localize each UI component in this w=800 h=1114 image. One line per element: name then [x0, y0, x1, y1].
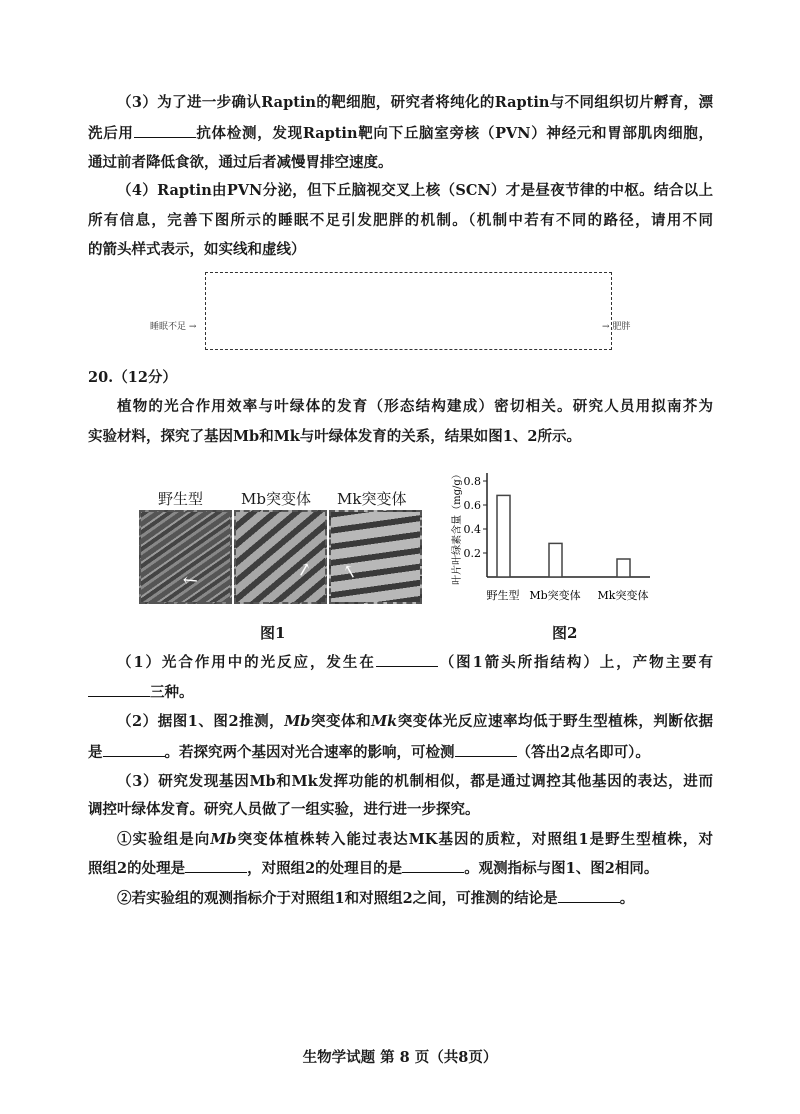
y-tick-label: 0.4: [463, 523, 481, 536]
text-line: [88, 682, 713, 703]
text-segment: 是: [88, 744, 103, 761]
text-segment: 植物的光合作用效率与叶绿体的发育（形态结构建成）密切相关。研究人员用拟南芥为: [117, 398, 713, 415]
flow-start-text: 睡眠不足: [150, 322, 187, 332]
arrow-icon: ↑: [291, 557, 316, 584]
text-line: [88, 800, 713, 820]
text-line: [117, 712, 713, 732]
answer-blank: [402, 858, 464, 873]
question-20-header: 20.（12分）: [88, 369, 177, 386]
chlorophyll-bar-chart: [440, 465, 670, 615]
text-segment: 所有信息，完善下图所示的睡眠不足引发肥胖的机制。（机制中若有不同的路径，请用不同: [88, 212, 713, 229]
text-segment: 照组2的处理是: [88, 860, 186, 877]
text-line: [88, 858, 713, 879]
arrow-icon: ↖: [178, 567, 204, 594]
y-tick-label: 0.8: [463, 475, 481, 488]
text-line: [88, 211, 713, 231]
arrow-icon: →: [188, 322, 197, 332]
x-category-label: 野生型: [486, 589, 520, 602]
text-segment: 调控叶绿体发育。研究人员做了一组实验，进行进一步探究。: [88, 801, 480, 818]
text-segment: 。若探究两个基因对光合速率的影响，可检测: [164, 744, 455, 761]
x-category-label: Mb突变体: [529, 589, 581, 602]
micrograph-mb: [234, 510, 327, 604]
text-segment: 三种。: [150, 684, 194, 701]
y-tick-label: 0.6: [463, 499, 481, 512]
bar: [617, 559, 630, 577]
x-category-label: Mk突变体: [597, 589, 649, 602]
mechanism-diagram-box: [205, 272, 612, 350]
micrograph-mk: [329, 510, 422, 604]
text-segment: 突变体和: [310, 713, 372, 730]
bar: [549, 543, 562, 577]
text-segment: 。观测指标与图1、图2相同。: [464, 860, 659, 877]
text-segment: 的箭头样式表示，如实线和虚线）: [88, 241, 306, 258]
text-line: [117, 397, 713, 417]
gene-name: Mb: [210, 831, 237, 848]
figure-1-caption: 图1: [260, 624, 286, 642]
text-line: [117, 888, 713, 909]
answer-blank: [88, 682, 150, 697]
text-segment: （3）为了进一步确认Raptin的靶细胞，研究者将纯化的Raptin与不同组织切片孵育，漂: [117, 94, 713, 111]
text-segment: （4）Raptin由PVN分泌，但下丘脑视交叉上核（SCN）才是昼夜节律的中枢。结合以上: [117, 182, 713, 199]
answer-blank: [103, 742, 165, 757]
text-segment: （图1箭头所指结构）上，产物主要有: [437, 654, 713, 671]
text-segment: 。: [619, 890, 635, 907]
text-line: [117, 652, 713, 673]
text-segment: ①实验组是向: [117, 831, 211, 848]
panel-label-wild: 野生型: [158, 490, 204, 508]
gene-name: Mk: [371, 713, 398, 730]
text-line: [88, 240, 713, 260]
answer-blank: [558, 888, 620, 903]
answer-blank: [455, 742, 517, 757]
bar: [497, 495, 510, 577]
text-line: [88, 123, 713, 144]
figure-2-caption: 图2: [552, 624, 578, 642]
text-segment: ②若实验组的观测指标介于对照组1和对照组2之间，可推测的结论是: [117, 890, 558, 907]
text-line: [117, 830, 713, 850]
text-segment: 突变体光反应速率均低于野生型植株，判断依据: [397, 713, 713, 730]
gene-name: Mb: [284, 713, 311, 730]
answer-blank: [134, 123, 196, 138]
text-line: [88, 427, 713, 447]
text-segment: 通过前者降低食欲，通过后者减慢胃排空速度。: [88, 154, 393, 171]
text-segment: （答出2点名即可）。: [516, 744, 650, 761]
panel-label-mk: Mk突变体: [337, 490, 407, 508]
flow-start-label: [150, 319, 196, 332]
flow-end-label: [602, 319, 630, 332]
text-line: [88, 742, 713, 763]
text-segment: 突变体植株转入能过表达MK基因的质粒，对照组1是野生型植株，对: [236, 831, 713, 848]
text-segment: 实验材料，探究了基因Mb和Mk与叶绿体发育的关系，结果如图1、2所示。: [88, 428, 581, 445]
panel-label-mb: Mb突变体: [241, 490, 311, 508]
y-tick-label: 0.2: [463, 547, 481, 560]
text-line: [117, 772, 713, 792]
text-line: [117, 93, 713, 113]
y-axis-label: 叶片叶绿素含量（mg/g）: [452, 469, 463, 585]
text-segment: ，对照组2的处理目的是: [247, 860, 403, 877]
text-line: [117, 181, 713, 201]
flow-end-text: 肥胖: [612, 322, 631, 332]
text-segment: （2）据图1、图2推测，: [117, 713, 285, 730]
page-footer: 生物学试题 第 8 页（共8页）: [302, 1049, 498, 1066]
text-segment: 洗后用: [88, 125, 134, 142]
text-segment: （3）研究发现基因Mb和Mk发挥功能的机制相似，都是通过调控其他基因的表达，进而: [117, 773, 713, 790]
text-segment: 抗体检测，发现Raptin靶向下丘脑室旁核（PVN）神经元和胃部肌肉细胞，: [195, 125, 714, 142]
arrow-icon: →: [602, 322, 610, 332]
text-segment: （1）光合作用中的光反应，发生在: [117, 654, 376, 671]
arrow-icon: ↑: [338, 559, 363, 586]
answer-blank: [185, 858, 247, 873]
text-line: [88, 153, 713, 173]
micrograph-wild: [139, 510, 232, 604]
answer-blank: [376, 652, 438, 667]
